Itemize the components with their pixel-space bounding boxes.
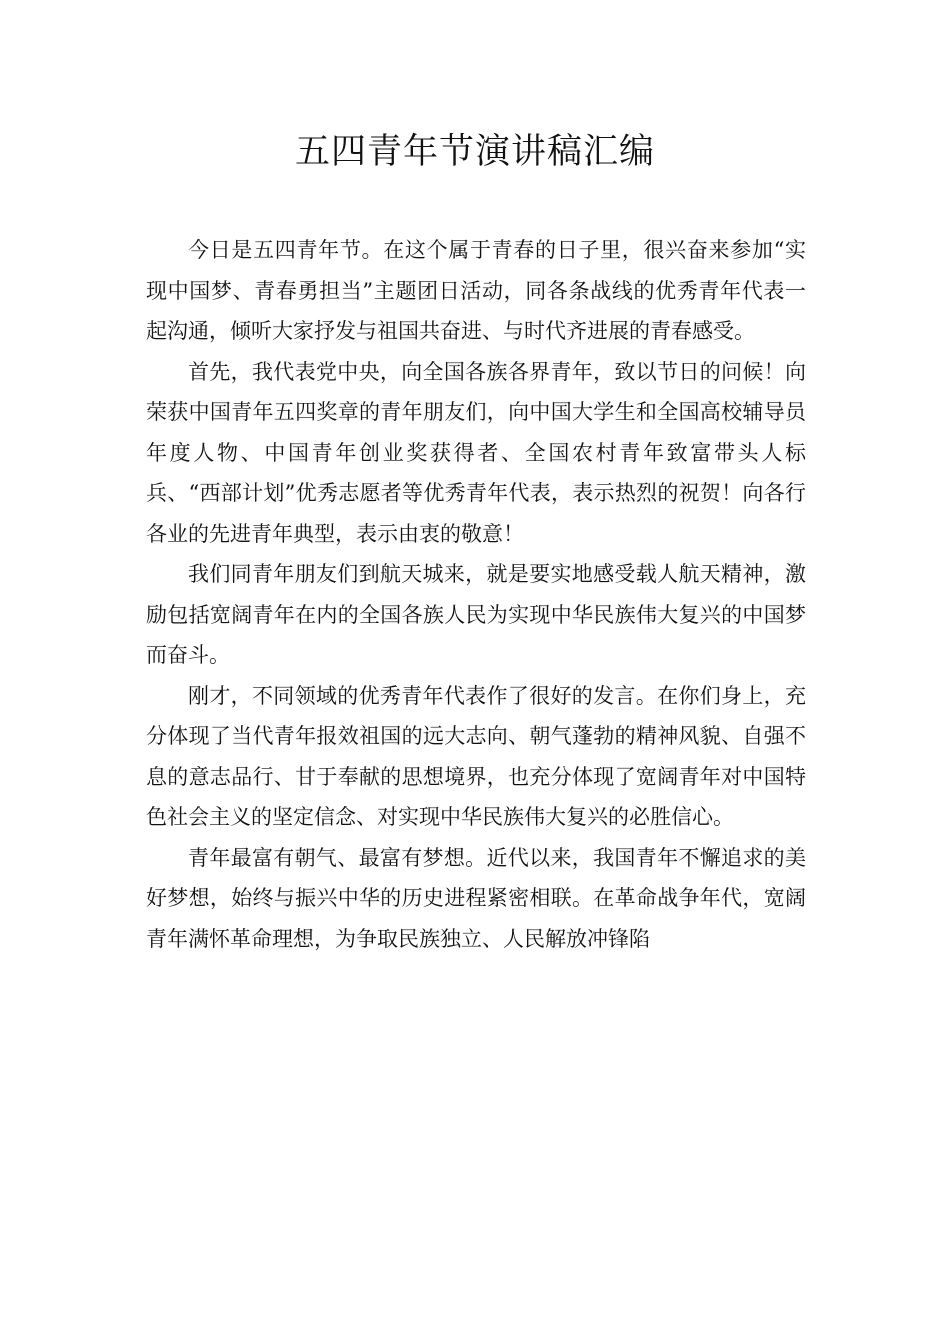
paragraph-3: 我们同青年朋友们到航天城来，就是要实地感受载人航天精神，激励包括宽阔青年在内的全国各族人民为实现中华民族伟大复兴的中国梦而奋斗。 [146, 562, 806, 667]
paragraph-1: 今日是五四青年节。在这个属于青春的日子里，很兴奋来参加“实现中国梦、青春勇担当”主题团日活动，同各条战线的优秀青年代表一起沟通，倾听大家抒发与祖国共奋进、与时代齐进展的青春感受。 [146, 238, 806, 343]
document-body [146, 230, 806, 959]
paragraph-5: 青年最富有朝气、最富有梦想。近代以来，我国青年不懈追求的美好梦想，始终与振兴中华的历史进程紧密相联。在革命战争年代，宽阔青年满怀革命理想，为争取民族独立、人民解放冲锋陷 [146, 845, 806, 951]
paragraph-2: 首先，我代表党中央，向全国各族各界青年，致以节日的问候！向荣获中国青年五四奖章的青年朋友们，向中国大学生和全国高校辅导员年度人物、中国青年创业奖获得者、全国农村青年致富带头人标兵、“西部计划”优秀志愿者等优秀青年代表，表示热烈的祝贺！向各行各业的先进青年典型，表示由衷的敬意！ [146, 359, 806, 546]
paragraph-4: 刚才，不同领域的优秀青年代表作了很好的发言。在你们身上，充分体现了当代青年报效祖国的远大志向、朝气蓬勃的精神风貌、自强不息的意志品行、甘于奉献的思想境界，也充分体现了宽阔青年对中国特色社会主义的坚定信念、对实现中华民族伟大复兴的必胜信心。 [146, 683, 806, 829]
document-title: 五四青年节演讲稿汇编 [294, 132, 655, 172]
